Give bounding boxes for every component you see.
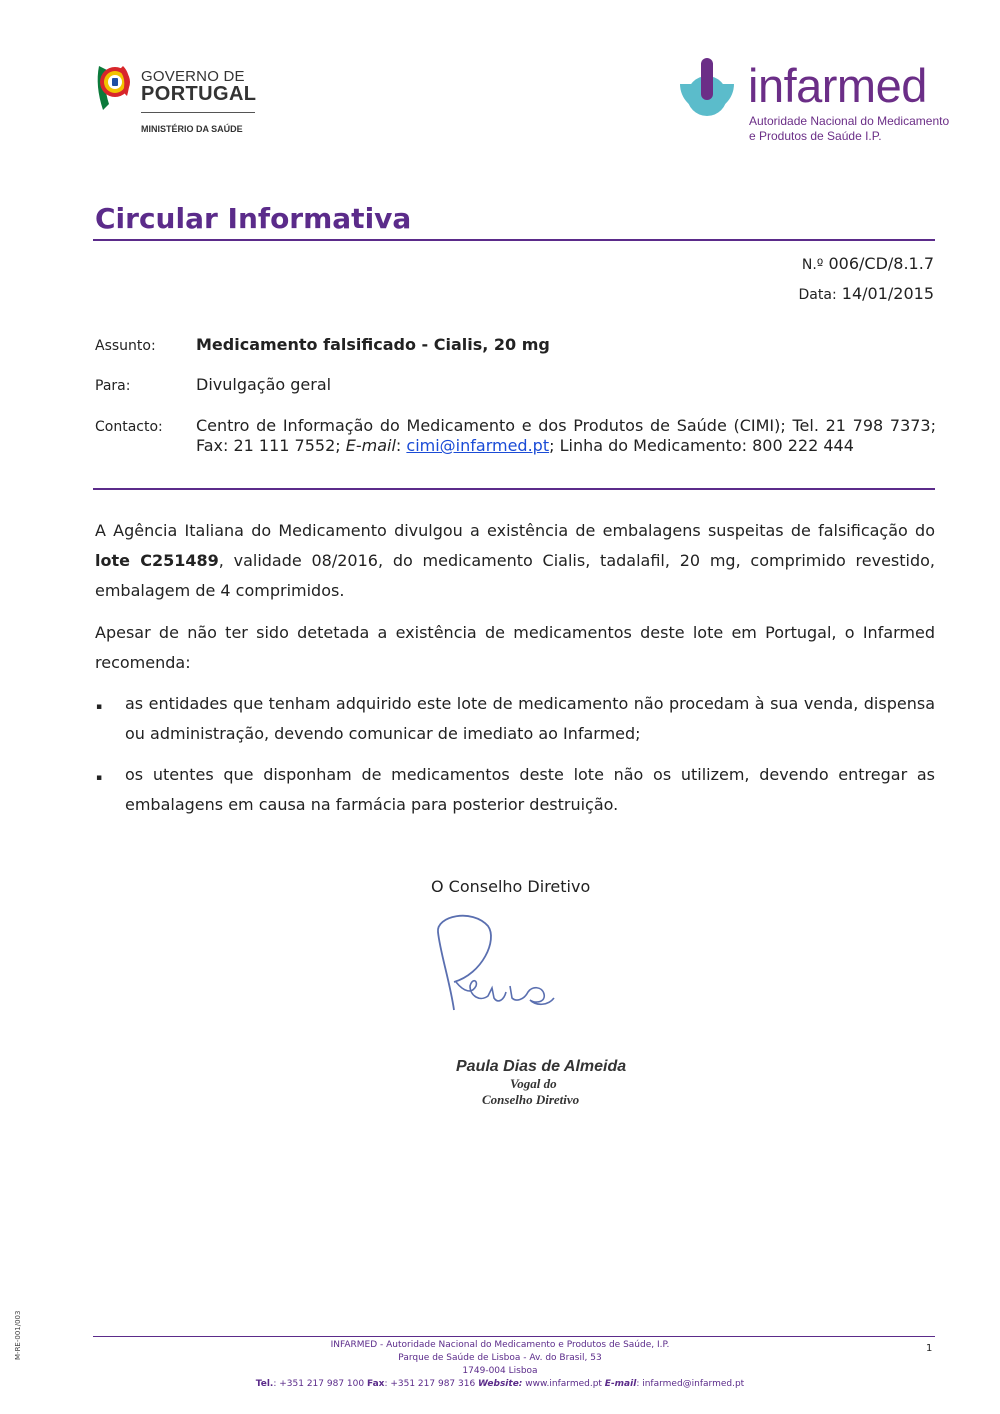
footer-fax: : +351 217 987 316 bbox=[384, 1379, 479, 1389]
document-date bbox=[799, 284, 934, 303]
contact-email-label: E-mail bbox=[345, 436, 396, 455]
footer-line2: Parque de Saúde de Lisboa - Av. do Brasil, 53 bbox=[398, 1353, 602, 1363]
body-paragraph-1-text-a: A Agência Italiana do Medicamento divulgou a existência de embalagens suspeitas de falsificação do bbox=[95, 521, 935, 540]
infarmed-logo-subtitle-line1: Autoridade Nacional do Medicamento bbox=[749, 114, 950, 128]
infarmed-emblem-icon bbox=[676, 58, 738, 124]
signer-role-line2: Conselho Diretivo bbox=[482, 1092, 580, 1107]
bullet-item-2: os utentes que disponham de medicamentos deste lote não os utilizem, devendo entregar as embalagens em causa na farmácia para posterior destruição. bbox=[125, 765, 935, 814]
document-date-label: Data: bbox=[798, 287, 837, 303]
title-underline bbox=[93, 239, 935, 241]
footer-website[interactable]: www.infarmed.pt bbox=[522, 1379, 605, 1389]
gov-logo-line2: PORTUGAL bbox=[141, 83, 257, 105]
document-number-value: 006/CD/8.1.7 bbox=[828, 254, 934, 273]
bullet-icon: ▪ bbox=[96, 773, 103, 783]
footer-line1: INFARMED - Autoridade Nacional do Medicamento e Produtos de Saúde, I.P. bbox=[330, 1340, 670, 1350]
contact-label: Contacto: bbox=[95, 419, 163, 435]
to-label: Para: bbox=[95, 378, 131, 394]
footer-line3: 1749-004 Lisboa bbox=[462, 1366, 538, 1376]
to-value: Divulgação geral bbox=[196, 375, 332, 394]
gov-logo-line1: GOVERNO DE bbox=[141, 68, 245, 85]
handwritten-signature bbox=[432, 912, 562, 1012]
footer-fax-label: Fax bbox=[366, 1379, 385, 1389]
infarmed-logo-subtitle bbox=[749, 114, 949, 144]
governo-de-portugal-logo bbox=[93, 56, 268, 138]
page-number: 1 bbox=[926, 1343, 933, 1354]
body-paragraph-2: Apesar de não ter sido detetada a existência de medicamentos deste lote em Portugal, o Infarmed recomenda: bbox=[95, 623, 935, 672]
contact-text-2: ; Linha do Medicamento: 800 222 444 bbox=[549, 436, 854, 455]
closing-text: O Conselho Diretivo bbox=[431, 877, 591, 896]
lot-number: lote C251489 bbox=[95, 551, 219, 570]
gov-logo-ministry: MINISTÉRIO DA SAÚDE bbox=[141, 124, 243, 134]
infarmed-logo-subtitle-line2: e Produtos de Saúde I.P. bbox=[749, 129, 882, 143]
contact-value bbox=[196, 416, 936, 456]
contact-colon: : bbox=[395, 436, 407, 455]
body-paragraph-1 bbox=[95, 516, 935, 606]
bullet-icon: ▪ bbox=[96, 702, 103, 712]
footer-email[interactable]: : infarmed@infarmed.pt bbox=[636, 1379, 745, 1389]
subject-label: Assunto: bbox=[95, 338, 156, 354]
document-title: Circular Informativa bbox=[95, 202, 412, 235]
contact-text-1: Centro de Informação do Medicamento e dos Produtos de Saúde (CIMI); Tel. 21 798 7373; Fax: 21 111 7552; bbox=[196, 416, 936, 455]
subject-value: Medicamento falsificado - Cialis, 20 mg bbox=[196, 335, 550, 354]
footer-tel: : +351 217 987 100 bbox=[273, 1379, 367, 1389]
signer-block bbox=[456, 1058, 626, 1108]
contact-email-link[interactable]: cimi@infarmed.pt bbox=[406, 436, 550, 455]
document-number bbox=[802, 254, 934, 273]
document-date-value: 14/01/2015 bbox=[841, 284, 934, 303]
signer-role-line1: Vogal do bbox=[510, 1076, 557, 1091]
document-code: M-RE-001/003 bbox=[14, 1310, 22, 1360]
fields-divider bbox=[93, 488, 935, 490]
portugal-emblem-icon bbox=[93, 56, 133, 116]
body-paragraph-1-text-b: , validade 08/2016, do medicamento Cialis, tadalafil, 20 mg, comprimido revestido, embalagem de 4 comprimidos. bbox=[95, 551, 935, 600]
bullet-item-1: as entidades que tenham adquirido este lote de medicamento não procedam à sua venda, dispensa ou administração, devendo comunicar de imediato ao Infarmed; bbox=[125, 694, 935, 743]
gov-logo-divider bbox=[141, 112, 255, 113]
infarmed-logo-name: infarmed bbox=[748, 59, 927, 112]
footer-contacts bbox=[0, 1379, 1000, 1389]
infarmed-logo bbox=[676, 56, 950, 148]
document-number-prefix: N.º bbox=[801, 257, 824, 273]
footer-tel-label: Tel. bbox=[255, 1379, 274, 1389]
footer-email-label: E-mail bbox=[604, 1379, 637, 1389]
footer-website-label: Website: bbox=[478, 1379, 523, 1389]
footer-divider bbox=[93, 1336, 935, 1337]
signer-name: Paula Dias de Almeida bbox=[456, 1058, 627, 1075]
